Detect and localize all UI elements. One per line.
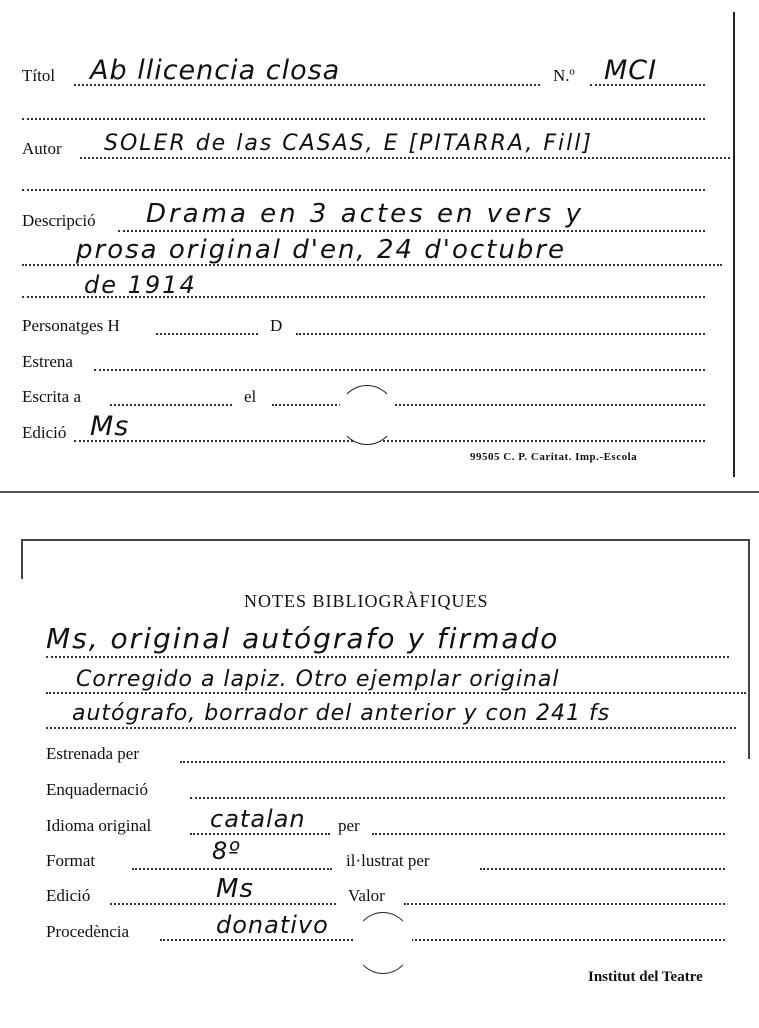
- card-top-right-edge: [733, 12, 735, 477]
- escrita-a-line: [110, 404, 232, 406]
- personatges-label: Personatges H: [22, 316, 120, 335]
- idioma-per-label: per: [338, 816, 360, 835]
- descripcio-line-1: [118, 230, 705, 232]
- autor-extra-line: [22, 189, 705, 191]
- illustrat-line: [480, 868, 725, 870]
- notes-line-3: [46, 727, 736, 729]
- escrita-label: Escrita a: [22, 387, 81, 406]
- autor-value: SOLER de las CASAS, E [PITARRA, Fill]: [104, 131, 593, 156]
- descripcio-value-3: de 1914: [84, 271, 197, 299]
- card2-left-edge: [21, 539, 23, 579]
- punch-hole-mark-2: [354, 912, 412, 974]
- estrena-line: [94, 369, 705, 371]
- titol-value: Ab llicencia closa: [90, 55, 341, 86]
- notes-heading: NOTES BIBLIOGRÀFIQUES: [244, 591, 489, 611]
- estrena-label: Estrena: [22, 352, 73, 371]
- edicio2-label: Edició: [46, 886, 91, 905]
- card2-top-edge: [22, 539, 749, 541]
- notes-value-1: Ms, original autógrafo y firmado: [46, 622, 560, 655]
- format-value: 8º: [212, 837, 241, 865]
- estrenada-label: Estrenada per: [46, 744, 139, 763]
- escrita-el-label: el: [244, 387, 257, 406]
- personatges-d-label: D: [270, 316, 283, 335]
- edicio2-value: Ms: [216, 874, 254, 904]
- valor-label: Valor: [348, 886, 385, 905]
- punch-hole-mark: [338, 385, 396, 445]
- escrita-el-line: [272, 404, 705, 406]
- descripcio-value-2: prosa original d'en, 24 d'octubre: [76, 235, 567, 265]
- procedencia-label: Procedència: [46, 922, 130, 941]
- autor-label: Autor: [22, 139, 62, 158]
- notes-value-3: autógrafo, borrador del anterior y con 241 fs: [72, 701, 611, 726]
- procedencia-line: [160, 939, 725, 941]
- edicio-value: Ms: [90, 411, 130, 442]
- titol-extra-line: [22, 118, 705, 120]
- personatges-h-line: [156, 333, 258, 335]
- enquadernacio-label: Enquadernació: [46, 780, 148, 799]
- edicio-label: Edició: [22, 423, 67, 442]
- printer-imprint: 99505 C. P. Caritat. Imp.-Escola: [470, 451, 638, 463]
- card2-right-edge: [748, 539, 750, 759]
- num-value: MCI: [604, 55, 658, 86]
- descripcio-value-1: Drama en 3 actes en vers y: [146, 199, 584, 229]
- illustrat-label: il·lustrat per: [346, 851, 430, 870]
- estrenada-line: [180, 761, 725, 763]
- idioma-value: catalan: [210, 805, 306, 833]
- titol-label: Títol: [22, 66, 56, 85]
- procedencia-value: donativo: [216, 911, 329, 939]
- valor-line: [404, 903, 725, 905]
- autor-line: [80, 157, 730, 159]
- notes-line-1: [46, 656, 729, 658]
- card-divider: [0, 491, 759, 493]
- num-label: N.º: [553, 66, 575, 85]
- format-label: Format: [46, 851, 96, 870]
- edicio-line: [74, 440, 705, 442]
- institution-footer: Institut del Teatre: [588, 969, 703, 985]
- enquadernacio-line: [190, 797, 725, 799]
- idioma-per-line: [372, 833, 725, 835]
- descripcio-label: Descripció: [22, 211, 96, 230]
- idioma-label: Idioma original: [46, 816, 152, 835]
- personatges-d-line: [296, 333, 705, 335]
- format-line: [132, 868, 332, 870]
- idioma-line: [190, 833, 330, 835]
- notes-value-2: Corregido a lapiz. Otro ejemplar original: [76, 667, 560, 692]
